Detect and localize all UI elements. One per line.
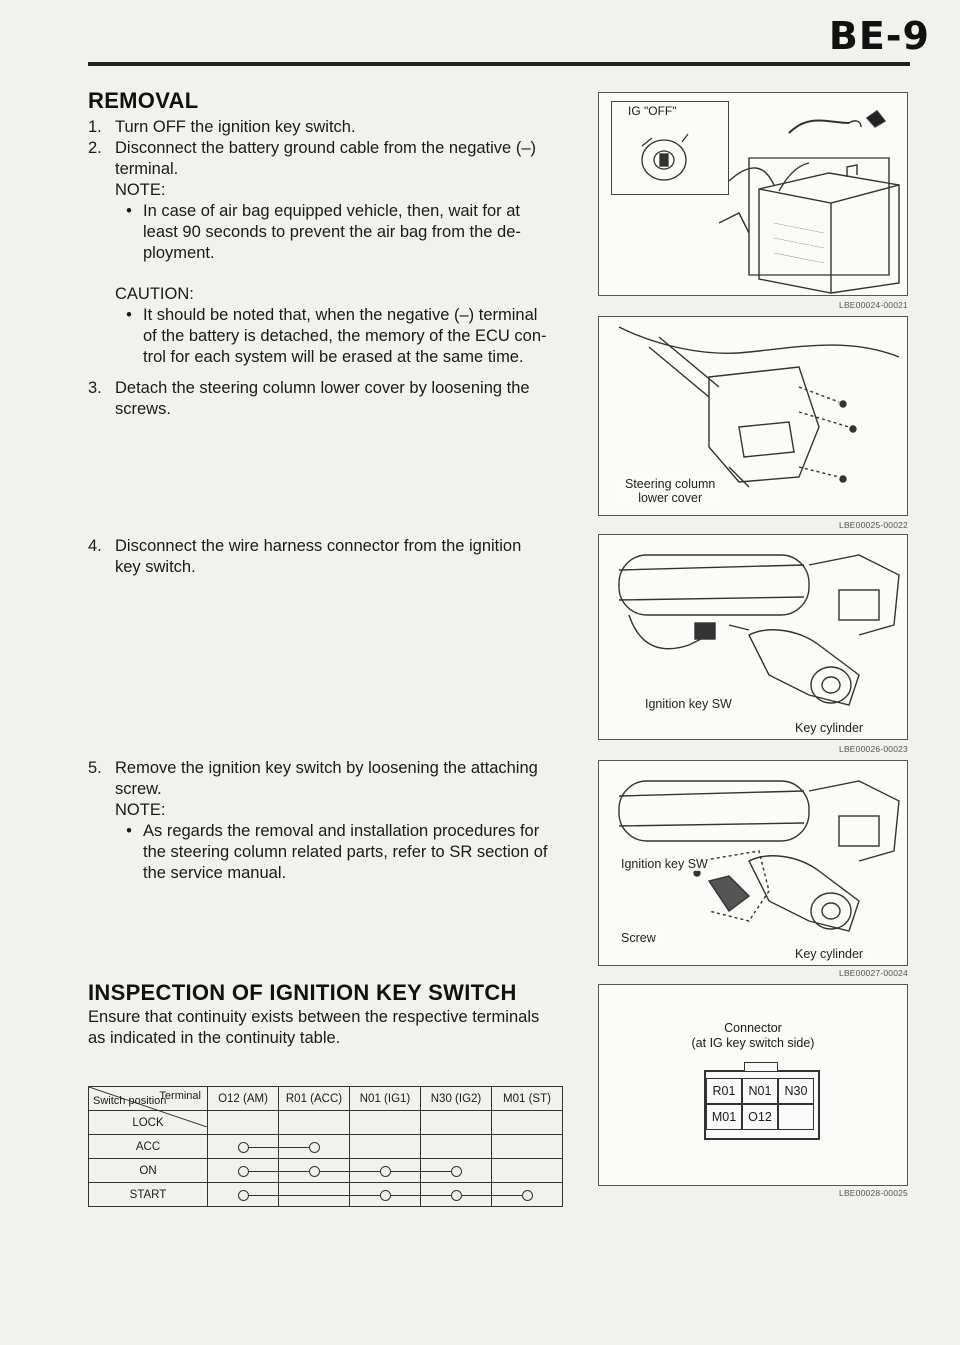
bullet-mark: • xyxy=(126,822,132,840)
step-text-line: Disconnect the battery ground cable from the negative (–) xyxy=(115,139,536,157)
continuity-node xyxy=(238,1190,249,1201)
step-text: Turn OFF the ignition key switch. xyxy=(115,118,356,136)
connector-body xyxy=(704,1070,820,1140)
column-header: N30 (IG2) xyxy=(421,1087,492,1111)
bullet-mark: • xyxy=(126,202,132,220)
step-text-line: Disconnect the wire harness connector from the ignition xyxy=(115,537,522,555)
continuity-cell xyxy=(421,1183,492,1207)
bullet-line: of the battery is detached, the memory of the ECU con- xyxy=(143,327,547,345)
continuity-cell xyxy=(279,1159,350,1183)
column-header: O12 (AM) xyxy=(208,1087,279,1111)
ig-off-inset xyxy=(611,101,729,195)
bullet-line: In case of air bag equipped vehicle, then, wait for at xyxy=(143,202,520,220)
continuity-node xyxy=(451,1166,462,1177)
connector-pin: N01 xyxy=(742,1078,778,1104)
connector-pin: M01 xyxy=(706,1104,742,1130)
continuity-cell xyxy=(350,1135,421,1159)
continuity-cell xyxy=(350,1111,421,1135)
note-label: NOTE: xyxy=(115,801,166,819)
cover-label-line: lower cover xyxy=(638,491,703,505)
screw-label: Screw xyxy=(621,931,656,945)
step-number: 1. xyxy=(88,118,102,136)
page-number: BE-9 xyxy=(828,14,930,58)
bullet-line: trol for each system will be erased at the same time. xyxy=(143,348,524,366)
continuity-table xyxy=(88,1086,563,1207)
key-switch-icon xyxy=(612,102,728,194)
bullet-line: the steering column related parts, refer to SR section of xyxy=(143,843,548,861)
step-number: 3. xyxy=(88,379,102,397)
step-1 xyxy=(88,117,578,138)
bullet-line: the service manual. xyxy=(143,864,287,882)
note-bullet xyxy=(115,821,578,884)
cover-label xyxy=(623,477,717,505)
cover-label-line: Steering column xyxy=(625,477,716,491)
continuity-node xyxy=(380,1166,391,1177)
continuity-node xyxy=(451,1190,462,1201)
figure-battery-disconnect xyxy=(598,92,908,296)
bullet-mark: • xyxy=(126,306,132,324)
table-corner-cell xyxy=(89,1087,208,1111)
table-row xyxy=(89,1183,563,1207)
note-bullet xyxy=(115,201,578,264)
connector-pin-empty xyxy=(778,1104,814,1130)
continuity-line xyxy=(279,1195,349,1196)
connector-pin: O12 xyxy=(742,1104,778,1130)
continuity-cell xyxy=(279,1135,350,1159)
step-text-line: Remove the ignition key switch by loosening the attaching xyxy=(115,759,538,777)
table-header-row xyxy=(89,1087,563,1111)
column-header: N01 (IG1) xyxy=(350,1087,421,1111)
row-label: ACC xyxy=(89,1135,208,1159)
continuity-cell xyxy=(492,1183,563,1207)
figure-key-switch-removal xyxy=(598,760,908,966)
note-label: NOTE: xyxy=(115,181,166,199)
row-label: START xyxy=(89,1183,208,1207)
continuity-node xyxy=(309,1166,320,1177)
connector-pin: R01 xyxy=(706,1078,742,1104)
ig-off-label: IG "OFF" xyxy=(628,104,677,118)
continuity-node xyxy=(238,1166,249,1177)
continuity-cell xyxy=(492,1135,563,1159)
figure-id: LBE00026-00023 xyxy=(839,744,908,754)
step-text-line: screws. xyxy=(115,400,171,418)
inspection-section xyxy=(88,980,588,1049)
continuity-cell xyxy=(421,1111,492,1135)
step-4 xyxy=(88,536,578,578)
connector-pin: N30 xyxy=(778,1078,814,1104)
step-5 xyxy=(88,758,578,884)
step-3 xyxy=(88,378,578,420)
continuity-cell xyxy=(208,1159,279,1183)
continuity-cell xyxy=(208,1135,279,1159)
step-2 xyxy=(88,138,578,180)
key-cylinder-label: Key cylinder xyxy=(795,947,864,961)
connector-title-line: (at IG key switch side) xyxy=(691,1036,815,1050)
row-label: ON xyxy=(89,1159,208,1183)
step-text-line: Detach the steering column lower cover by loosening the xyxy=(115,379,530,397)
inspection-text-line: Ensure that continuity exists between the respective terminals xyxy=(88,1008,540,1026)
figure-id: LBE00027-00024 xyxy=(839,968,908,978)
step-text-line: terminal. xyxy=(115,160,179,178)
continuity-cell xyxy=(421,1159,492,1183)
figure-id: LBE00028-00025 xyxy=(839,1188,908,1198)
removal-heading: REMOVAL xyxy=(88,88,199,113)
continuity-node xyxy=(522,1190,533,1201)
inspection-heading: INSPECTION OF IGNITION KEY SWITCH xyxy=(88,980,517,1005)
continuity-cell xyxy=(208,1111,279,1135)
bullet-line: It should be noted that, when the negative (–) terminal xyxy=(143,306,538,324)
connector-latch xyxy=(744,1062,778,1071)
continuity-cell xyxy=(350,1159,421,1183)
bullet-line: As regards the removal and installation procedures for xyxy=(143,822,540,840)
header-rule xyxy=(88,62,910,66)
inspection-text-line: as indicated in the continuity table. xyxy=(88,1029,341,1047)
bullet-line: least 90 seconds to prevent the air bag from the de- xyxy=(143,223,521,241)
continuity-cell xyxy=(350,1183,421,1207)
figure-column-cover xyxy=(598,316,908,516)
continuity-node xyxy=(309,1142,320,1153)
bullet-line: ployment. xyxy=(143,244,215,262)
step-number: 4. xyxy=(88,537,102,555)
continuity-cell xyxy=(492,1111,563,1135)
corner-bottom-label: Switch position xyxy=(93,1095,167,1107)
column-header: M01 (ST) xyxy=(492,1087,563,1111)
connector-title xyxy=(599,1021,907,1051)
figure-key-switch-connector xyxy=(598,534,908,740)
caution-bullet xyxy=(115,305,578,368)
continuity-cell xyxy=(421,1135,492,1159)
ignition-switch-label: Ignition key SW xyxy=(645,697,732,711)
row-label: LOCK xyxy=(89,1111,208,1135)
step-text-line: screw. xyxy=(115,780,162,798)
figure-id: LBE00024-00021 xyxy=(839,300,908,310)
table-row xyxy=(89,1135,563,1159)
continuity-cell xyxy=(492,1159,563,1183)
connector-title-line: Connector xyxy=(724,1021,782,1035)
column-header: R01 (ACC) xyxy=(279,1087,350,1111)
ignition-switch-label: Ignition key SW xyxy=(621,857,708,871)
table-row xyxy=(89,1159,563,1183)
continuity-node xyxy=(380,1190,391,1201)
continuity-cell xyxy=(279,1111,350,1135)
caution-label: CAUTION: xyxy=(115,285,194,303)
step-text-line: key switch. xyxy=(115,558,196,576)
corner-top-label: Terminal xyxy=(159,1090,201,1102)
removal-section xyxy=(88,88,578,420)
step-number: 5. xyxy=(88,759,102,777)
figure-id: LBE00025-00022 xyxy=(839,520,908,530)
continuity-cell xyxy=(279,1183,350,1207)
step-number: 2. xyxy=(88,139,102,157)
continuity-node xyxy=(238,1142,249,1153)
key-cylinder-label: Key cylinder xyxy=(795,721,864,735)
continuity-cell xyxy=(208,1183,279,1207)
